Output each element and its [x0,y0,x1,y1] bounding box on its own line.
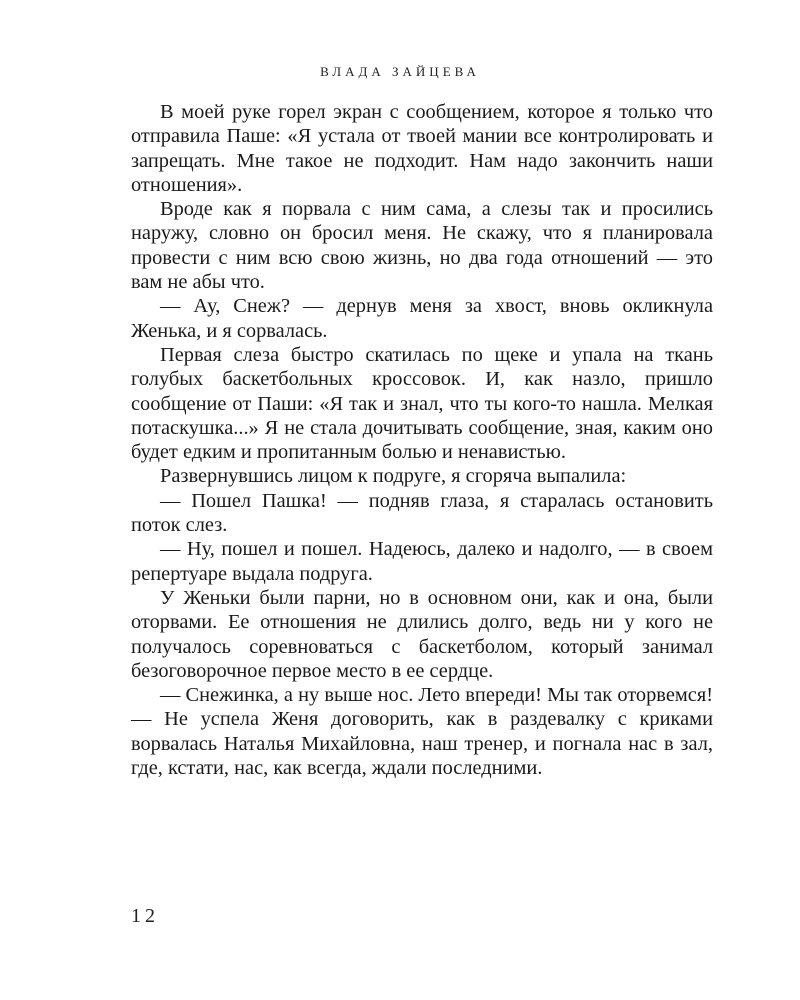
page-number: 12 [131,905,159,927]
paragraph: — Ау, Снеж? — дернув меня за хвост, вновь окликнула Женька, и я сорвалась. [131,295,713,342]
running-head-author: ВЛАДА ЗАЙЦЕВА [320,64,480,79]
paragraph: Вроде как я порвала с ним сама, а слезы так и просились наружу, словно он бросил меня. Не скажу, что я планировала провести с ним всю свою жизнь, но два года отношений — это вам не абы что. [131,198,713,294]
paragraph: — Снежинка, а ну выше нос. Лето впереди! Мы так оторвемся! — Не успела Женя договорить, как в раздевалку с криками ворвалась Наталья Михайловна, наш тренер, и погнала нас в зал, где, кстати, нас, как всегда, ждали последними. [131,684,713,780]
paragraph: Развернувшись лицом к подруге, я сгоряча выпалила: [160,465,627,488]
paragraph: Первая слеза быстро скатилась по щеке и упала на ткань голубых баскетбольных кроссовок. И, как назло, пришло сообщение от Паши: «Я так и знал, что ты кого-то нашла. Мелкая потаскушка...» Я не стала дочитывать сообщение, зная, каким оно будет едким и пропитанным болью и ненавистью. [131,343,713,464]
paragraph: — Пошел Пашка! — подняв глаза, я старалась остановить поток слез. [131,489,713,537]
paragraph: В моей руке горел экран с сообщением, которое я только что отправила Паше: «Я устала от твоей мании все контролировать и запрещать. Мне такое не подходит. Нам надо закончить наши отношения». [131,101,713,196]
paragraph: — Ну, пошел и пошел. Надеюсь, далеко и надолго, — в своем репертуаре выдала подруга. [131,538,713,585]
body-text [131,100,713,780]
paragraph: У Женьки были парни, но в основном они, как и она, были оторвами. Ее отношения не длились долго, ведь ни у кого не получалось соревноваться с баскетболом, который занимал безоговорочное первое место в ее сердце. [131,586,713,682]
